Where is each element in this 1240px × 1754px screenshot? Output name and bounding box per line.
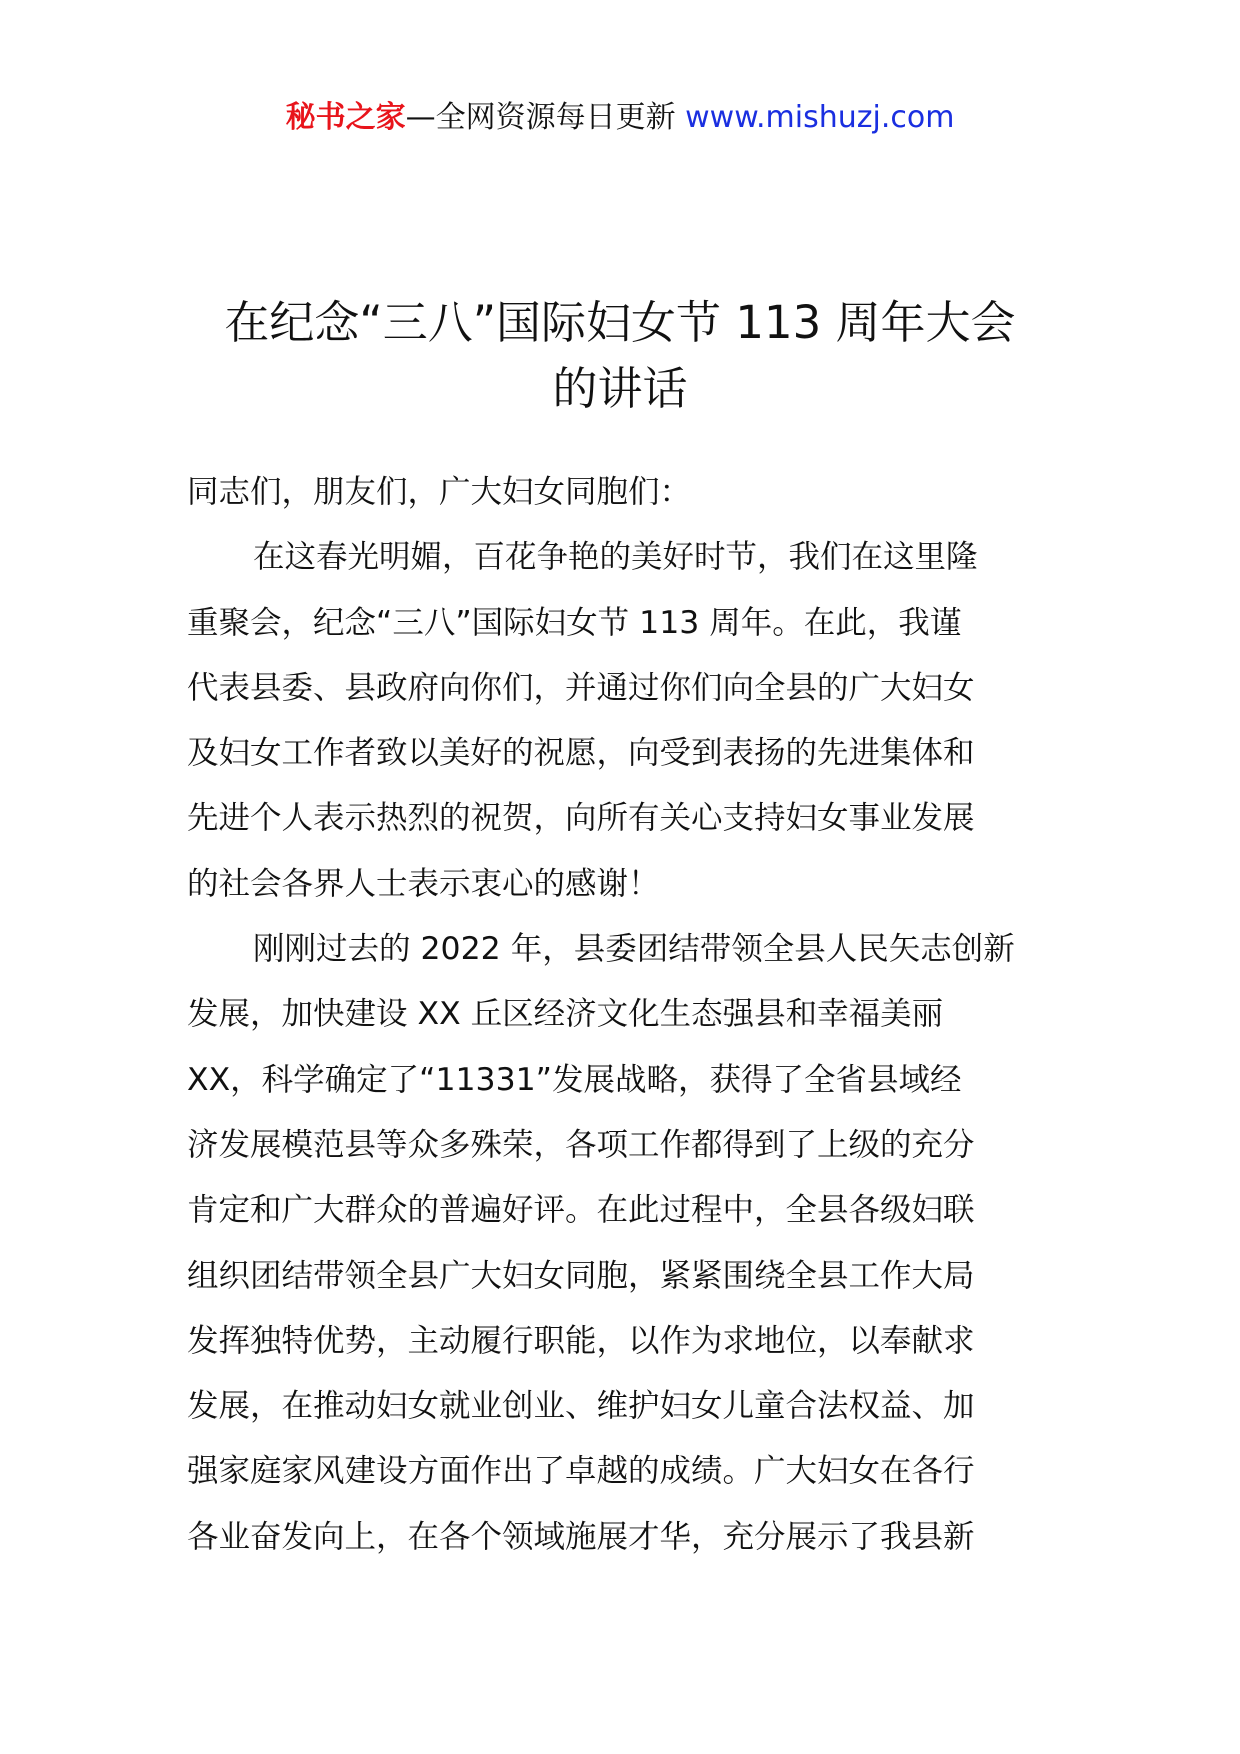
document-body [187, 460, 1067, 1570]
page-header [0, 98, 1240, 138]
text-line: 及妇女工作者致以美好的祝愿，向受到表扬的先进集体和 [187, 735, 975, 772]
paragraph-1 [187, 525, 1067, 917]
header-slogan: —全网资源每日更新 [405, 100, 676, 135]
header-url-link[interactable]: www.mishuzj.com [685, 100, 955, 135]
paragraph-2 [187, 917, 1067, 1570]
text-line: 各业奋发向上，在各个领域施展才华，充分展示了我县新 [187, 1518, 975, 1555]
text-line: 发展，在推动妇女就业创业、维护妇女儿童合法权益、加 [187, 1388, 975, 1425]
text-line: 的社会各界人士表示衷心的感谢！ [187, 865, 660, 902]
text-line: 重聚会，纪念“三八”国际妇女节 113 周年。在此，我谨 [187, 604, 962, 641]
text-line: 代表县委、县政府向你们，并通过你们向全县的广大妇女 [187, 669, 975, 706]
text-line: 强家庭家风建设方面作出了卓越的成绩。广大妇女在各行 [187, 1453, 975, 1490]
document-title-line-1: 在纪念“三八”国际妇女节 113 周年大会 [224, 296, 1016, 349]
text-line: 在这春光明媚，百花争艳的美好时节，我们在这里隆 [253, 539, 978, 576]
text-line: 先进个人表示热烈的祝贺，向所有关心支持妇女事业发展 [187, 800, 975, 837]
header-brand: 秘书之家 [285, 100, 406, 135]
document-title [160, 290, 1080, 422]
text-line: 发展，加快建设 XX 丘区经济文化生态强县和幸福美丽 [187, 996, 944, 1033]
text-line: 刚刚过去的 2022 年，县委团结带领全县人民矢志创新 [253, 931, 1015, 968]
text-line: 组织团结带领全县广大妇女同胞，紧紧围绕全县工作大局 [187, 1257, 975, 1294]
text-line: 肯定和广大群众的普遍好评。在此过程中，全县各级妇联 [187, 1192, 975, 1229]
text-line: 济发展模范县等众多殊荣，各项工作都得到了上级的充分 [187, 1126, 975, 1163]
text-line: 发挥独特优势，主动履行职能，以作为求地位，以奉献求 [187, 1322, 975, 1359]
text-line: XX，科学确定了“11331”发展战略，获得了全省县域经 [187, 1061, 962, 1098]
text-line: 同志们，朋友们，广大妇女同胞们： [187, 474, 692, 510]
document-title-line-2: 的讲话 [552, 362, 688, 415]
salutation-paragraph [187, 460, 1067, 525]
